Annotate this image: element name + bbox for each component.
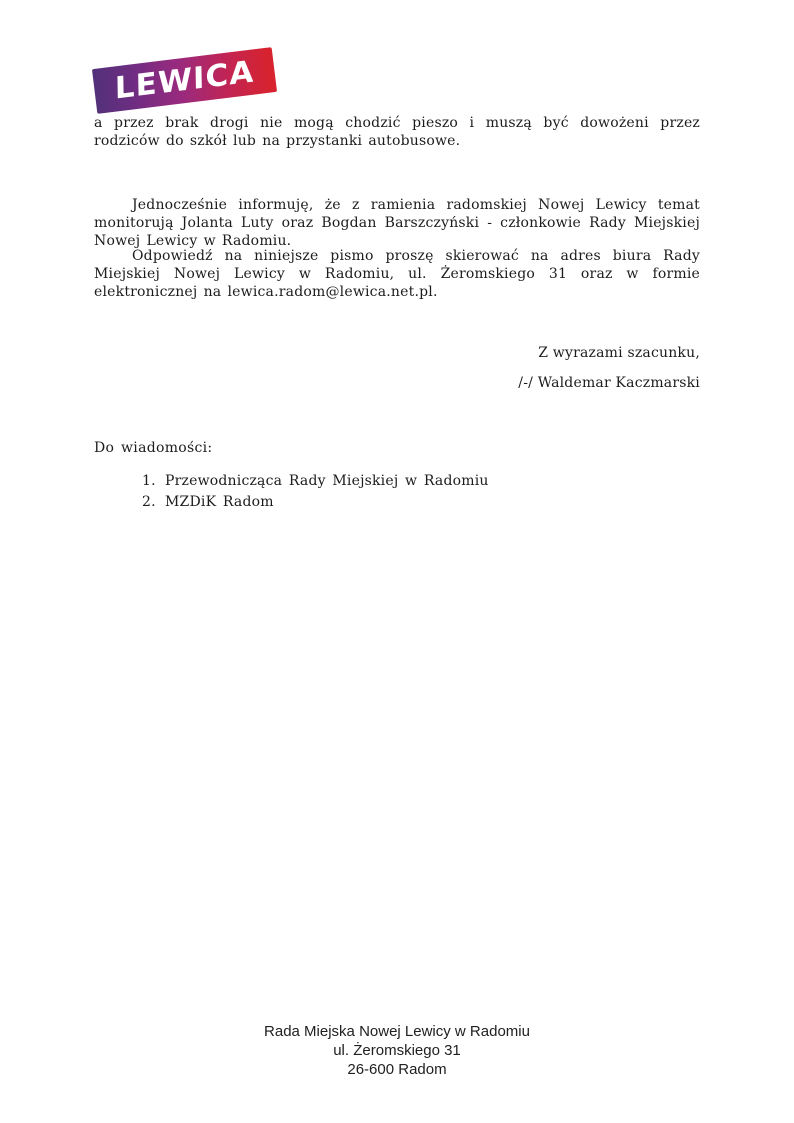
body-paragraph-2: Jednocześnie informuję, że z ramienia radomskiej Nowej Lewicy temat monitorują Jolanta Luty oraz Bogdan Barszczyński - członkowie Rady Miejskiej Nowej Lewicy w Radomiu. <box>94 197 700 249</box>
lewica-logo-wordmark: LEWICA <box>114 54 255 107</box>
cc-item-label: Przewodnicząca Rady Miejskiej w Radomiu <box>165 473 489 489</box>
body-paragraph-1: a przez brak drogi nie mogą chodzić pieszo i muszą być dowożeni przez rodziców do szkół lub na przystanki autobusowe. <box>94 115 700 149</box>
closing-signature: /-/ Waldemar Kaczmarski <box>518 375 700 391</box>
footer-address-block <box>0 1022 794 1079</box>
cc-list-item <box>142 492 489 513</box>
footer-city: 26-600 Radom <box>347 1061 447 1078</box>
cc-list-item <box>142 471 489 492</box>
cc-list <box>142 471 489 513</box>
cc-heading: Do wiadomości: <box>94 440 213 456</box>
cc-item-number: 2. <box>142 494 156 510</box>
body-paragraph-3: Odpowiedź na niniejsze pismo proszę skierować na adres biura Rady Miejskiej Nowej Lewicy w Radomiu, ul. Żeromskiego 31 oraz w formie elektronicznej na lewica.radom@lewica.net.pl. <box>94 248 700 300</box>
closing-salutation: Z wyrazami szacunku, <box>538 345 700 361</box>
cc-item-number: 1. <box>142 473 156 489</box>
cc-item-label: MZDiK Radom <box>165 494 274 510</box>
footer-street: ul. Żeromskiego 31 <box>333 1042 461 1059</box>
lewica-logo <box>92 47 277 114</box>
footer-organization: Rada Miejska Nowej Lewicy w Radomiu <box>264 1023 530 1040</box>
